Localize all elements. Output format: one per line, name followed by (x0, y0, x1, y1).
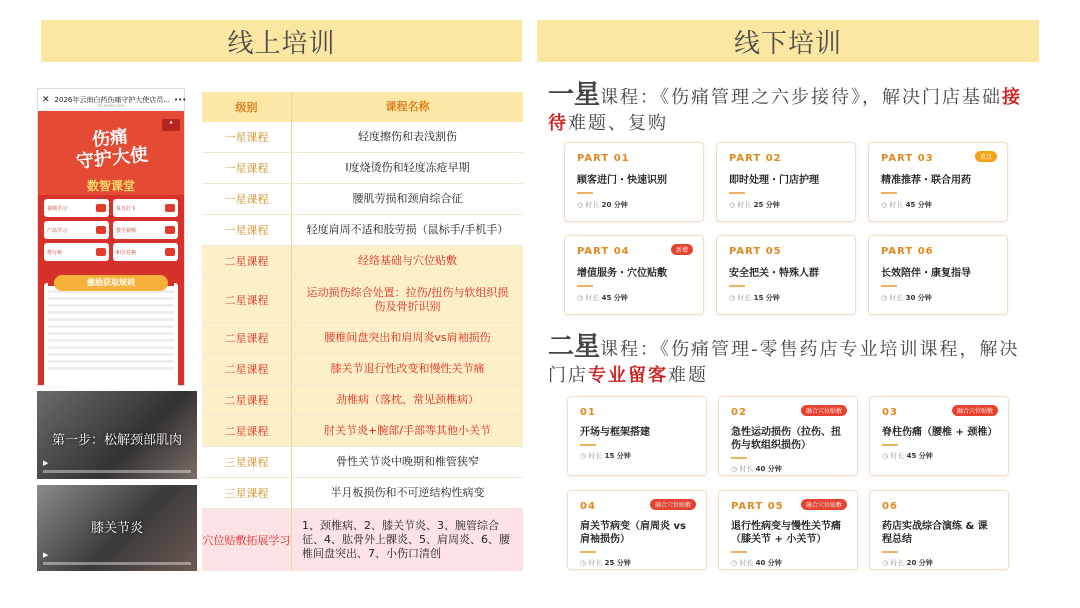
card-title: 开场与框架搭建 (580, 427, 650, 438)
card-duration: ◷ 时长 45 分钟 (577, 294, 628, 302)
course-name: 运动损伤综合处置：拉伤/扭伤与软组织损伤及骨折识别 (306, 285, 509, 313)
table-row (202, 447, 523, 478)
card-duration: ◷ 时长 15 分钟 (580, 452, 631, 460)
card-title: 脊柱伤痛（腰椎 + 颈椎） (882, 427, 998, 438)
table-row-extension (202, 509, 523, 571)
table-row (202, 385, 523, 416)
phone-page-title: 2026年云南白药伤痛守护大使店员... (54, 96, 171, 104)
course-card[interactable] (869, 490, 1009, 570)
part-label: 01 (580, 407, 596, 418)
course-card[interactable] (869, 396, 1009, 476)
hero-subtitle: 数智课堂 (86, 179, 135, 193)
one-star-heading: 一星课程：《伤痛管理之六步接待》，解决门店基础接待难题、复购 (548, 80, 1023, 134)
table-header (202, 92, 523, 122)
card-duration: ◷ 时长 20 分钟 (882, 559, 933, 567)
header-course-name: 课程名称 (385, 100, 430, 113)
course-level: 一星课程 (202, 215, 292, 245)
course-level: 二星课程 (202, 385, 292, 415)
part-label: PART 06 (881, 246, 934, 257)
gift-icon (165, 248, 175, 256)
card-title: 顾客进门・快速识别 (577, 175, 667, 186)
part-label: PART 04 (577, 246, 630, 257)
course-level: 一星课程 (202, 153, 292, 183)
card-duration: ◷ 时长 30 分钟 (881, 294, 932, 302)
offline-training-banner (537, 20, 1039, 62)
table-row (202, 277, 523, 323)
card-title: 急性运动损伤（拉伤、扭伤与软组织损伤） (731, 427, 841, 451)
clock-icon: ◷ (577, 294, 584, 302)
star-label: 一星 (548, 80, 601, 110)
menu-button[interactable]: 积分兑换 (113, 243, 178, 261)
play-icon[interactable]: ▶ (43, 551, 49, 559)
course-name: 腰椎间盘突出和肩周炎vs肩袖损伤 (324, 331, 491, 344)
card-tag: 新增 (671, 244, 693, 255)
course-level: 二星课程 (202, 246, 292, 276)
clock-icon: ◷ (731, 559, 738, 567)
card-duration: ◷ 时长 40 分钟 (731, 465, 782, 473)
card-duration: ◷ 时长 25 分钟 (729, 201, 780, 209)
heading-highlight: 接待 (548, 87, 1023, 134)
phone-hero (38, 111, 184, 195)
play-icon[interactable]: ▶ (43, 459, 49, 467)
card-tag: 融合穴位贴敷 (801, 405, 847, 416)
video-progress-bar[interactable] (43, 562, 191, 565)
menu-button[interactable]: 排行榜 (44, 243, 109, 261)
clock-icon: ◷ (580, 452, 587, 460)
header-level: 级别 (202, 92, 292, 122)
star-label: 二星 (548, 332, 601, 362)
video-caption: 第一步：松解颈部肌肉 (51, 433, 182, 448)
card-title: 长效陪伴・康复指导 (881, 268, 971, 279)
video-caption: 膝关节炎 (90, 521, 143, 536)
course-name: Ⅰ度烧烫伤和轻度冻疮早期 (345, 161, 470, 174)
rules-panel (44, 278, 178, 393)
phone-menu-grid (38, 195, 184, 265)
course-card[interactable] (567, 396, 707, 476)
clock-icon: ◷ (729, 201, 736, 209)
menu-button[interactable]: 视频学习 (44, 199, 109, 217)
table-row (202, 184, 523, 215)
course-name: 腰肌劳损和颈肩综合征 (352, 192, 463, 205)
card-title: 精准推荐・联合用药 (881, 175, 971, 186)
video-progress-bar[interactable] (43, 470, 191, 473)
course-card[interactable] (716, 142, 856, 222)
share-icon[interactable]: ▲ (162, 119, 180, 131)
table-row (202, 153, 523, 184)
play-icon (96, 226, 106, 234)
card-tag: 重点 (975, 151, 997, 162)
card-title: 肩关节病变（肩周炎 vs 肩袖损伤） (580, 521, 686, 545)
part-label: PART 05 (731, 501, 784, 512)
card-tag: 融合穴位贴敷 (650, 499, 696, 510)
course-name: 经络基础与穴位贴敷 (358, 254, 457, 267)
heading-highlight: 专业留客 (588, 365, 668, 386)
trophy-icon (96, 248, 106, 256)
online-training-banner (41, 20, 522, 62)
card-title: 药店实战综合演练 & 课程总结 (882, 521, 988, 545)
course-level: 二星课程 (202, 277, 292, 322)
table-row (202, 478, 523, 509)
card-title: 安全把关・特殊人群 (729, 268, 819, 279)
clock-icon: ◷ (580, 559, 587, 567)
course-level: 二星课程 (202, 354, 292, 384)
rules-title: 激励获取规则 (54, 275, 168, 291)
course-card[interactable] (567, 490, 707, 570)
course-card[interactable] (868, 142, 1008, 222)
card-duration: ◷ 时长 40 分钟 (731, 559, 782, 567)
online-training-title: 线上培训 (227, 28, 336, 59)
course-name: 骨性关节炎中晚期和椎管狭窄 (336, 455, 479, 468)
card-tag: 融合穴位贴敷 (801, 499, 847, 510)
course-level: 一星课程 (202, 184, 292, 214)
card-title: 即时处理・门店护理 (729, 175, 819, 186)
course-level: 三星课程 (202, 478, 292, 508)
play-icon (96, 204, 106, 212)
offline-training-title: 线下培训 (733, 28, 842, 59)
card-duration: ◷ 时长 20 分钟 (577, 201, 628, 209)
more-icon[interactable]: ••• (174, 96, 187, 104)
video-thumbnail[interactable] (37, 391, 197, 479)
clock-icon: ◷ (881, 201, 888, 209)
part-label: 02 (731, 407, 747, 418)
menu-button[interactable]: 教学视频 (113, 221, 178, 239)
course-level: 一星课程 (202, 122, 292, 152)
online-course-table (202, 92, 523, 571)
phone-url: h5.eeekl.com (97, 103, 125, 108)
part-label: PART 01 (577, 153, 630, 164)
part-label: PART 02 (729, 153, 782, 164)
chat-icon (165, 204, 175, 212)
course-card[interactable] (718, 396, 858, 476)
clock-icon: ◷ (882, 559, 889, 567)
clock-icon: ◷ (731, 465, 738, 473)
course-level: 二星课程 (202, 323, 292, 353)
play-icon (165, 226, 175, 234)
card-tag: 融合穴位贴敷 (952, 405, 998, 416)
card-duration: ◷ 时长 45 分钟 (881, 201, 932, 209)
part-label: 06 (882, 501, 898, 512)
course-name: 肘关节炎+腕部/手部等其他小关节 (324, 424, 491, 437)
table-row (202, 122, 523, 153)
course-name: 1、颈椎病、2、膝关节炎、3、腕管综合征、4、肱骨外上髁炎、5、肩周炎、6、腰椎间盘突出、7、小伤口清创 (302, 519, 510, 560)
phone-screenshot (37, 88, 185, 386)
table-row (202, 246, 523, 277)
course-name: 轻度肩周不适和肢劳损（鼠标手/手机手） (306, 223, 509, 236)
part-label: PART 05 (729, 246, 782, 257)
menu-button[interactable]: 产品学习 (44, 221, 109, 239)
course-name: 轻度擦伤和表浅割伤 (358, 130, 457, 143)
card-title: 增值服务・穴位贴敷 (577, 268, 667, 279)
hero-title: 伤痛 守护大使 (75, 126, 149, 173)
course-card[interactable] (564, 142, 704, 222)
course-card[interactable] (564, 235, 704, 315)
course-card[interactable] (716, 235, 856, 315)
menu-button[interactable]: 每日打卡 (113, 199, 178, 217)
table-row (202, 354, 523, 385)
course-level: 三星课程 (202, 447, 292, 477)
close-icon[interactable]: ✕ (42, 95, 50, 105)
card-duration: ◷ 时长 45 分钟 (882, 452, 933, 460)
table-row (202, 323, 523, 354)
course-level: 二星课程 (202, 416, 292, 446)
part-label: PART 03 (881, 153, 934, 164)
part-label: 04 (580, 501, 596, 512)
part-label: 03 (882, 407, 898, 418)
clock-icon: ◷ (729, 294, 736, 302)
two-star-heading: 二星课程：《伤痛管理-零售药店专业培训课程，解决门店专业留客难题 (548, 332, 1020, 386)
course-name: 膝关节退行性改变和慢性关节痛 (330, 362, 485, 375)
course-card[interactable] (868, 235, 1008, 315)
clock-icon: ◷ (881, 294, 888, 302)
card-duration: ◷ 时长 15 分钟 (729, 294, 780, 302)
course-card[interactable] (718, 490, 858, 570)
table-row (202, 215, 523, 246)
course-name: 半月板损伤和不可逆结构性病变 (330, 486, 485, 499)
course-name: 劲椎病（落枕、常见颈椎病） (336, 393, 479, 406)
card-title: 退行性病变与慢性关节痛（膝关节 + 小关节） (731, 521, 841, 545)
table-row (202, 416, 523, 447)
card-duration: ◷ 时长 25 分钟 (580, 559, 631, 567)
clock-icon: ◷ (577, 201, 584, 209)
course-level: 穴位贴敷拓展学习 (202, 509, 292, 571)
video-thumbnail[interactable] (37, 485, 197, 571)
clock-icon: ◷ (882, 452, 889, 460)
